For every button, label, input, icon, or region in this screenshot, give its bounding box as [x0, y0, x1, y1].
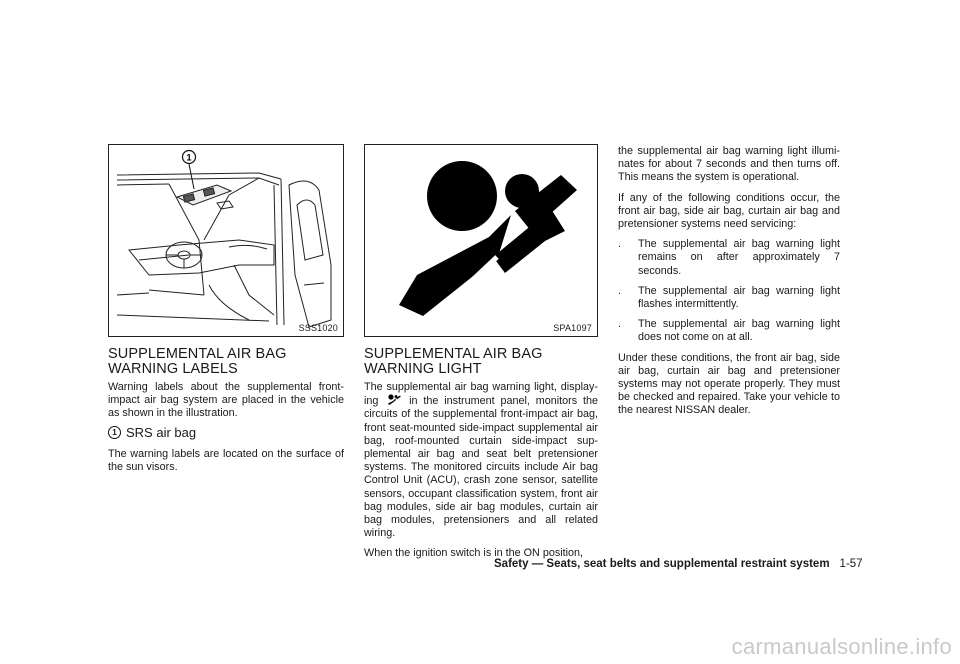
callout-text: SRS air bag	[126, 425, 197, 440]
bullet-item	[618, 238, 840, 278]
page-footer	[494, 558, 863, 570]
light-para1-rest: in the instrument panel, monitors the circuits of the supplemental front-impact air bag, front seat-mounted side-impact supplemental air bag, roof-mounted curtain side-impact sup-plemental air bag and seat belt pretensioner systems. The monitored circuits include Air bag Control Unit (ACU), crash zone sensor, satellite sensors, occupant classification system, front air bag modules, side air bag modules, curtain air bag modules, pretensioners and all related wiring.	[364, 395, 599, 540]
callout-srs-air-bag	[108, 425, 196, 440]
right-para1: the supplemental air bag warning light illumi-nates for about 7 seconds and then turns off. This means the system is operational.	[618, 145, 840, 184]
bullet-marker: .	[618, 318, 621, 331]
labels-note	[108, 448, 344, 481]
labels-intro: Warning labels about the supplemental front-impact air bag system are placed in the vehicle as shown in the illustration.	[108, 381, 344, 420]
labels-section-heading: SUPPLEMENTAL AIR BAG WARNING LABELS	[108, 346, 287, 377]
car-interior-illustration	[109, 145, 343, 336]
light-section-heading: SUPPLEMENTAL AIR BAG WARNING LIGHT	[364, 346, 543, 377]
light-para1	[364, 381, 598, 540]
bullet-marker: .	[618, 238, 621, 251]
bullet-item	[618, 318, 840, 344]
airbag-warning-light-icon	[386, 394, 401, 405]
airbag-warning-symbol	[365, 145, 597, 336]
figure-sss1020	[108, 144, 344, 337]
bullet-marker: .	[618, 284, 621, 297]
light-para2: When the ignition switch is in the ON position,	[364, 547, 584, 560]
right-para2: If any of the following conditions occur, the front air bag, side air bag, curtain air bag and pretensioner systems need servicing:	[618, 191, 840, 231]
figure-callout-number: 1	[186, 152, 192, 163]
light-para1-start: The supplemental air bag warning light, display-ing	[364, 381, 598, 408]
callout-number: 1	[108, 426, 121, 439]
bullet-item	[618, 285, 840, 311]
watermark: carmanualsonline.info	[731, 634, 952, 659]
bullet-text: The supplemental air bag warning light flashes intermittently.	[638, 284, 840, 311]
figure-code: SSS1020	[298, 323, 338, 333]
light-section-body	[364, 381, 598, 568]
page-number: 1-57	[839, 558, 863, 570]
labels-section-paragraph	[108, 381, 344, 428]
figure-spa1097	[364, 144, 598, 337]
right-para3: Under these conditions, the front air bag, side air bag, curtain air bag and pretensioner systems may not operate properly. They must be checked and repaired. Take your vehicle to the nearest NISSAN dealer.	[618, 351, 840, 417]
footer-section-title: Safety — Seats, seat belts and supplemental restraint system	[494, 558, 830, 570]
bullet-text: The supplemental air bag warning light remains on after approximately 7 seconds.	[638, 238, 840, 277]
bullet-text: The supplemental air bag warning light does not come on at all.	[638, 318, 840, 344]
right-column-body	[618, 145, 840, 425]
figure-code: SPA1097	[553, 323, 592, 333]
labels-note-text: The warning labels are located on the surface of the sun visors.	[108, 448, 344, 474]
